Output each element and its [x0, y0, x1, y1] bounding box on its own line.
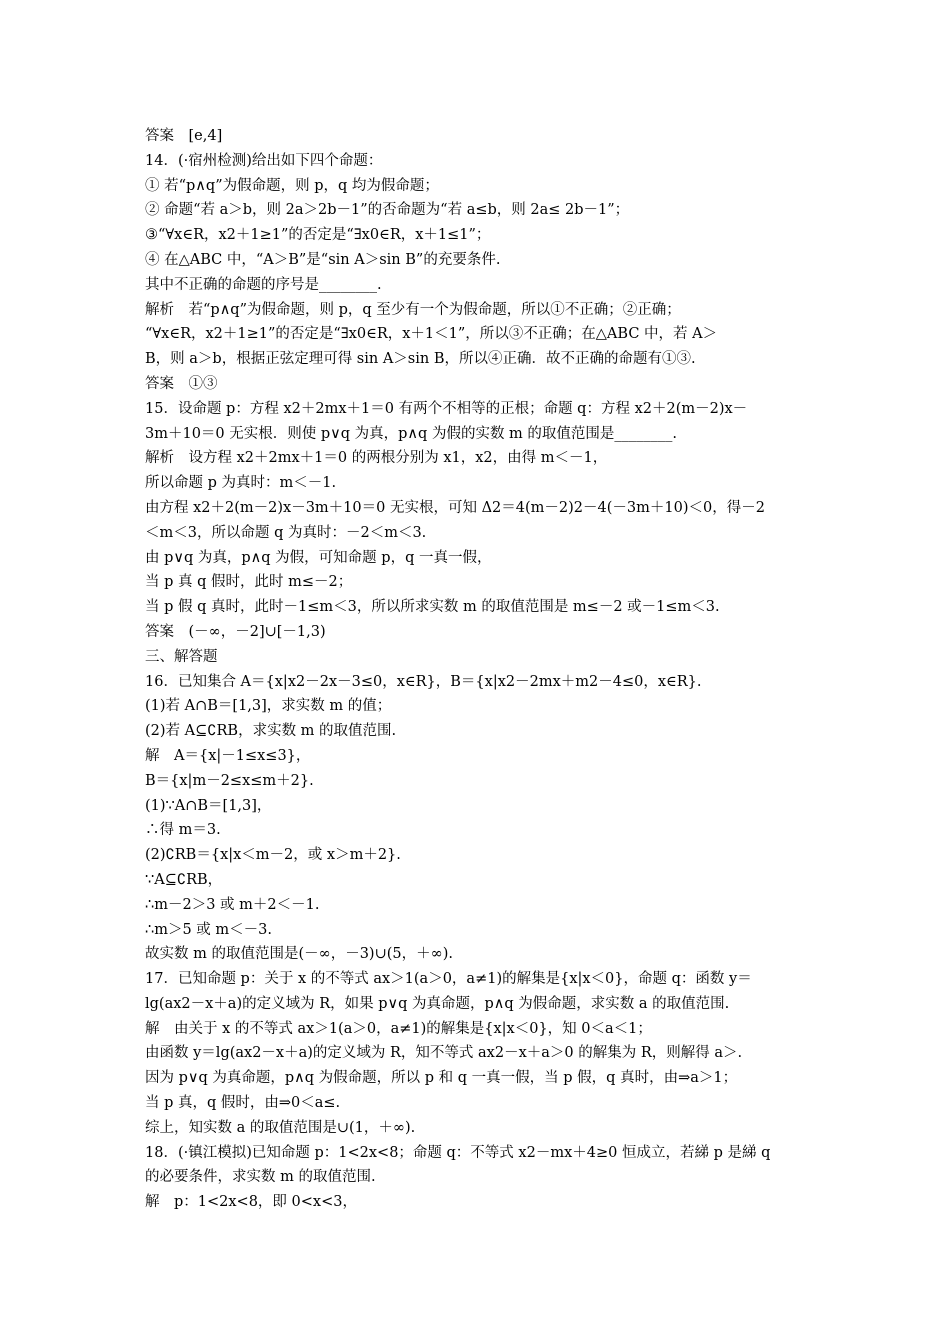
text-line: (2)若 A⊆∁RB，求实数 m 的取值范围.	[145, 723, 397, 740]
text-line: 解 A＝{x|－1≤x≤3}，	[145, 747, 311, 764]
text-line: 16．已知集合 A＝{x|x2－2x－3≤0，x∈R}，B＝{x|x2－2mx＋m2－4≤0，x∈R}.	[145, 673, 702, 690]
text-line: ∴m＞5 或 m＜－3.	[145, 921, 273, 938]
text-line: ④ 在△ABC 中，“A＞B”是“sin A＞sin B”的充要条件.	[145, 251, 501, 268]
text-line: (1)∵A∩B＝[1,3]，	[145, 797, 272, 814]
text-line: ∴m－2＞3 或 m＋2＜－1.	[145, 896, 320, 913]
document-body	[145, 124, 810, 1215]
text-line: 解 p：1<2x<8，即 0<x<3，	[145, 1194, 357, 1211]
text-line: ② 命题“若 a＞b，则 2a＞2b－1”的否命题为“若 a≤b，则 2a≤ 2b－1”；	[145, 202, 630, 219]
text-line: ∴得 m＝3.	[145, 822, 221, 839]
text-line: 由 p∨q 为真，p∧q 为假，可知命题 p，q 一真一假，	[145, 549, 492, 566]
text-line: B，则 a＞b，根据正弦定理可得 sin A＞sin B，所以④正确．故不正确的命题有①③.	[145, 351, 696, 368]
text-line: 当 p 真，q 假时，由⇒0＜a≤.	[145, 1095, 341, 1112]
text-line: 3m＋10＝0 无实根．则使 p∨q 为真，p∧q 为假的实数 m 的取值范围是________.	[145, 425, 678, 442]
text-line: ③“∀x∈R，x2＋1≥1”的否定是“∃x0∈R，x＋1≤1”；	[145, 227, 491, 244]
text-line: 当 p 假 q 真时，此时－1≤m＜3，所以所求实数 m 的取值范围是 m≤－2 或－1≤m＜3.	[145, 599, 720, 616]
text-line: 当 p 真 q 假时，此时 m≤－2；	[145, 574, 353, 591]
text-line: B＝{x|m－2≤x≤m＋2}.	[145, 772, 314, 789]
text-line: 所以命题 p 为真时：m＜－1.	[145, 475, 337, 492]
text-line: “∀x∈R，x2＋1≥1”的否定是“∃x0∈R，x＋1＜1”，所以③不正确；在△ABC 中，若 A＞	[145, 326, 718, 343]
text-line: ＜m＜3，所以命题 q 为真时：－2＜m＜3.	[145, 524, 427, 541]
text-line: 由方程 x2＋2(m－2)x－3m＋10＝0 无实根，可知 Δ2＝4(m－2)2－4(－3m＋10)＜0，得－2	[145, 499, 765, 516]
text-line: (2)∁RB＝{x|x＜m－2，或 x＞m＋2}.	[145, 847, 401, 864]
text-line: (1)若 A∩B＝[1,3]，求实数 m 的值；	[145, 698, 392, 715]
text-line: ∵A⊆∁RB，	[145, 871, 223, 888]
text-line: 由函数 y＝lg(ax2－x＋a)的定义域为 R，知不等式 ax2－x＋a＞0 的解集为 R，则解得 a＞.	[145, 1045, 743, 1062]
text-line: 答案 [e,4]	[145, 128, 223, 144]
text-line: 答案 ①③	[145, 375, 218, 392]
text-line: 的必要条件，求实数 m 的取值范围.	[145, 1169, 376, 1186]
text-line: 15．设命题 p：方程 x2＋2mx＋1＝0 有两个不相等的正根；命题 q：方程 x2＋2(m－2)x－	[145, 400, 748, 417]
text-line: 18．(·镇江模拟)已知命题 p：1<2x<8；命题 q：不等式 x2－mx＋4≥0 恒成立，若綈 p 是綈 q	[145, 1144, 771, 1161]
text-line: 14．(·宿州检测)给出如下四个命题：	[145, 152, 383, 169]
text-line: 17．已知命题 p：关于 x 的不等式 ax＞1(a＞0，a≠1)的解集是{x|x＜0}，命题 q：函数 y＝	[145, 971, 752, 988]
text-line: 解析 若“p∧q”为假命题，则 p，q 至少有一个为假命题，所以①不正确；②正确；	[145, 301, 681, 318]
text-line: 三、解答题	[145, 648, 218, 665]
text-line: 答案 (－∞，－2]∪[－1,3)	[145, 623, 326, 640]
text-line: 解 由关于 x 的不等式 ax＞1(a＞0，a≠1)的解集是{x|x＜0}，知 0＜a＜1；	[145, 1020, 652, 1037]
text-line: ① 若“p∧q”为假命题，则 p，q 均为假命题；	[145, 177, 439, 194]
text-line: 其中不正确的命题的序号是________.	[145, 276, 382, 293]
text-line: lg(ax2－x＋a)的定义域为 R，如果 p∨q 为真命题，p∧q 为假命题，求实数 a 的取值范围.	[145, 995, 730, 1012]
text-line: 综上，知实数 a 的取值范围是∪(1，＋∞).	[145, 1119, 416, 1136]
text-line: 解析 设方程 x2＋2mx＋1＝0 的两根分别为 x1，x2，由得 m＜－1，	[145, 450, 608, 467]
text-line: 故实数 m 的取值范围是(－∞，－3)∪(5，＋∞).	[145, 946, 453, 963]
text-line: 因为 p∨q 为真命题，p∧q 为假命题，所以 p 和 q 一真一假，当 p 假，q 真时，由⇒a＞1；	[145, 1070, 738, 1087]
